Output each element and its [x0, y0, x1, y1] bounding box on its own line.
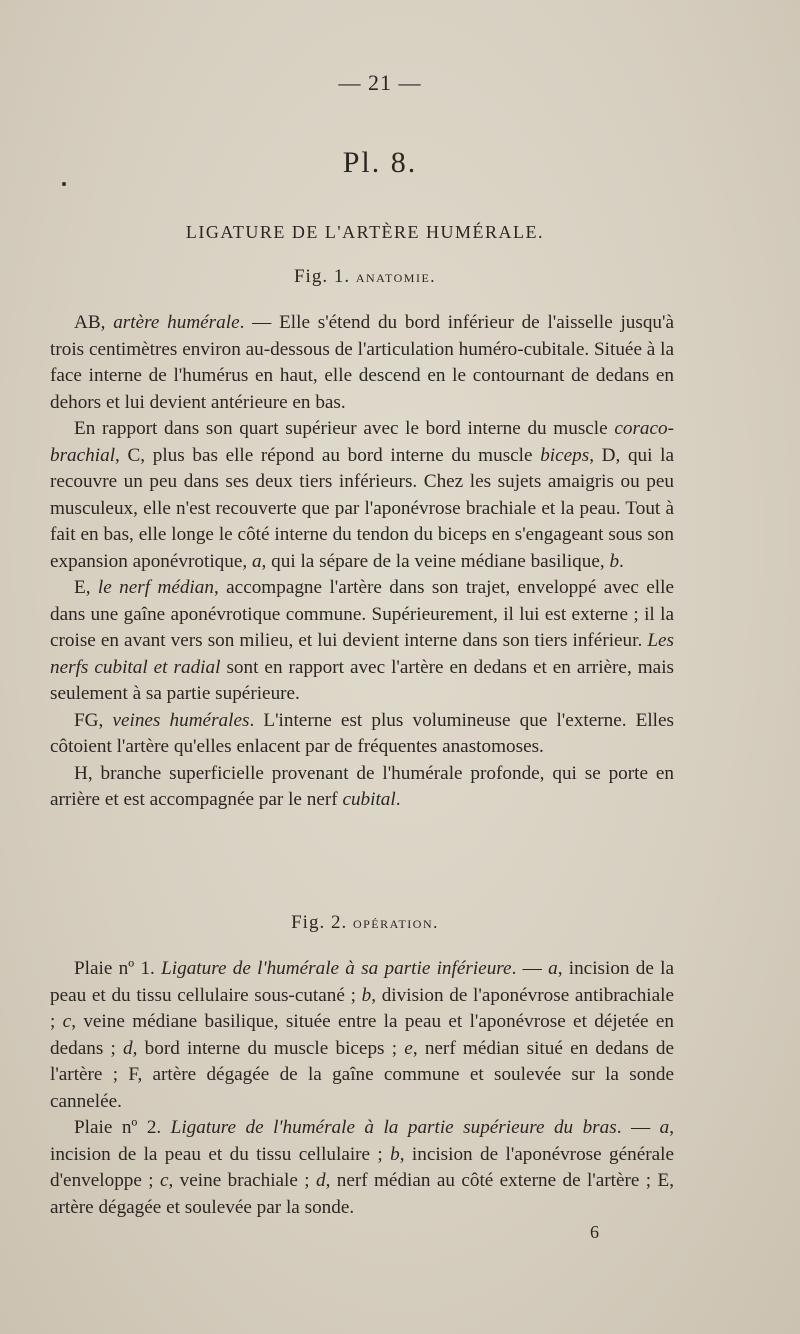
italic-term: veines humérales: [112, 709, 250, 731]
figure-2-label: Fig. 2.: [291, 912, 348, 933]
text-run: , veine brachiale ;: [168, 1170, 316, 1191]
italic-term: Ligature de l'humérale à la partie supérieure du bras: [170, 1117, 617, 1138]
anatomy-paragraph: [50, 575, 674, 708]
figure-1-label: Fig. 1.: [293, 266, 351, 287]
text-run: , C, plus bas elle répond au bord interne du muscle: [115, 444, 541, 466]
italic-term: b: [390, 1143, 400, 1165]
text-run: . —: [511, 958, 549, 979]
anatomy-text: [50, 310, 674, 814]
text-run: Plaie nº 1.: [74, 958, 162, 979]
text-run: , D, qui la recouvre un peu dans ses deux tiers inférieurs. Chez les sujets amaigris ou peu musculeux, elle n'est recouverte que par l'aponévrose brachiale et la peau. Tout à fait en bas, elle longe le côté interne du tendon du biceps en s'engageant sous son expansion aponévrotique,: [50, 444, 674, 572]
text-run: .: [395, 789, 401, 810]
text-run: , veine médiane basilique, située entre la peau et l'aponévrose et déjetée en dedans ;: [50, 1011, 674, 1059]
text-run: Plaie nº 2.: [74, 1117, 171, 1138]
text-run: , qui la sépare de la veine médiane basilique,: [261, 550, 610, 572]
italic-term: c: [159, 1170, 169, 1191]
section-title: LIGATURE DE L'ARTÈRE HUMÉRALE.: [185, 222, 545, 242]
italic-term: b: [609, 550, 620, 572]
text-run: . —: [616, 1117, 660, 1138]
italic-term: Les nerfs cubital et radial: [50, 630, 674, 678]
text-run: En rapport dans son quart supérieur avec le bord interne du muscle: [74, 418, 615, 439]
italic-term: biceps: [540, 444, 590, 466]
anatomy-paragraph: [50, 310, 674, 416]
operation-paragraph: [50, 956, 674, 1115]
italic-term: a: [251, 550, 262, 572]
text-run: . — Elle s'étend du bord inférieur de l'aisselle jusqu'à trois centimètres environ au-dessous de l'articulation huméro-cubitale. Située à la face interne de l'humérus en haut, elle descend en le contournant de dedans en dehors et lui devient antérieure en bas.: [50, 312, 675, 413]
text-run: FG,: [74, 709, 113, 731]
italic-term: artère humérale: [113, 312, 240, 333]
text-run: , nerf médian au côté externe de l'artère ; E, artère dégagée et soulevée par la sonde.: [50, 1170, 675, 1218]
figure-1-subheading: anatomie.: [355, 267, 437, 286]
figure-2-heading: [0, 912, 730, 934]
ink-speck: [62, 182, 66, 186]
text-run: sont en rapport avec l'artère en dedans et en arrière, mais seulement à sa partie supérieure.: [50, 656, 674, 704]
italic-term: le nerf médian: [97, 577, 214, 598]
italic-term: c: [62, 1011, 72, 1032]
italic-term: coraco-brachial: [50, 418, 674, 466]
figure-1-heading: [0, 266, 730, 288]
text-run: , incision de l'aponévrose générale d'enveloppe ;: [50, 1143, 674, 1191]
text-run: , division de l'aponévrose antibrachiale ;: [50, 984, 674, 1032]
anatomy-paragraph: [50, 416, 674, 575]
signature-mark: 6: [590, 1222, 599, 1242]
italic-term: cubital: [342, 789, 396, 810]
text-run: , nerf médian situé en dedans de l'artère ; F, artère dégagée de la gaîne commune et soulevée sur la sonde cannelée.: [50, 1037, 675, 1112]
text-run: , incision de la peau et du tissu cellulaire sous-cutané ;: [50, 958, 675, 1006]
operation-paragraph: [50, 1115, 674, 1221]
text-run: , bord interne du muscle biceps ;: [132, 1037, 405, 1059]
italic-term: a: [659, 1117, 670, 1138]
italic-term: d: [315, 1170, 326, 1191]
text-run: AB,: [74, 312, 114, 333]
text-run: H, branche superficielle provenant de l'humérale profonde, qui se porte en arrière et est accompagnée par le nerf: [50, 762, 674, 810]
anatomy-paragraph: [50, 708, 674, 761]
italic-term: b: [361, 984, 372, 1006]
text-run: , incision de la peau et du tissu cellulaire ;: [50, 1117, 674, 1165]
text-run: , accompagne l'artère dans son trajet, enveloppé avec elle dans une gaîne aponévrotique commune. Supérieurement, il lui est externe ; il la croise en avant vers son milieu, et lui devient interne dans son tiers inférieur.: [50, 577, 674, 651]
text-run: . L'interne est plus volumineuse que l'externe. Elles côtoient l'artère qu'elles enlacent par de fréquentes anastomoses.: [50, 709, 674, 757]
page-number: — 21 —: [338, 70, 422, 95]
italic-term: e: [404, 1037, 413, 1059]
italic-term: a: [548, 958, 558, 979]
text-run: E,: [74, 577, 98, 598]
plate-number: Pl. 8.: [342, 146, 418, 179]
operation-text: [50, 956, 674, 1221]
text-run: .: [619, 550, 624, 572]
italic-term: Ligature de l'humérale à sa partie inférieure: [161, 958, 512, 979]
italic-term: d: [123, 1037, 133, 1059]
figure-2-subheading: opération.: [352, 913, 439, 932]
anatomy-paragraph: [50, 761, 674, 814]
